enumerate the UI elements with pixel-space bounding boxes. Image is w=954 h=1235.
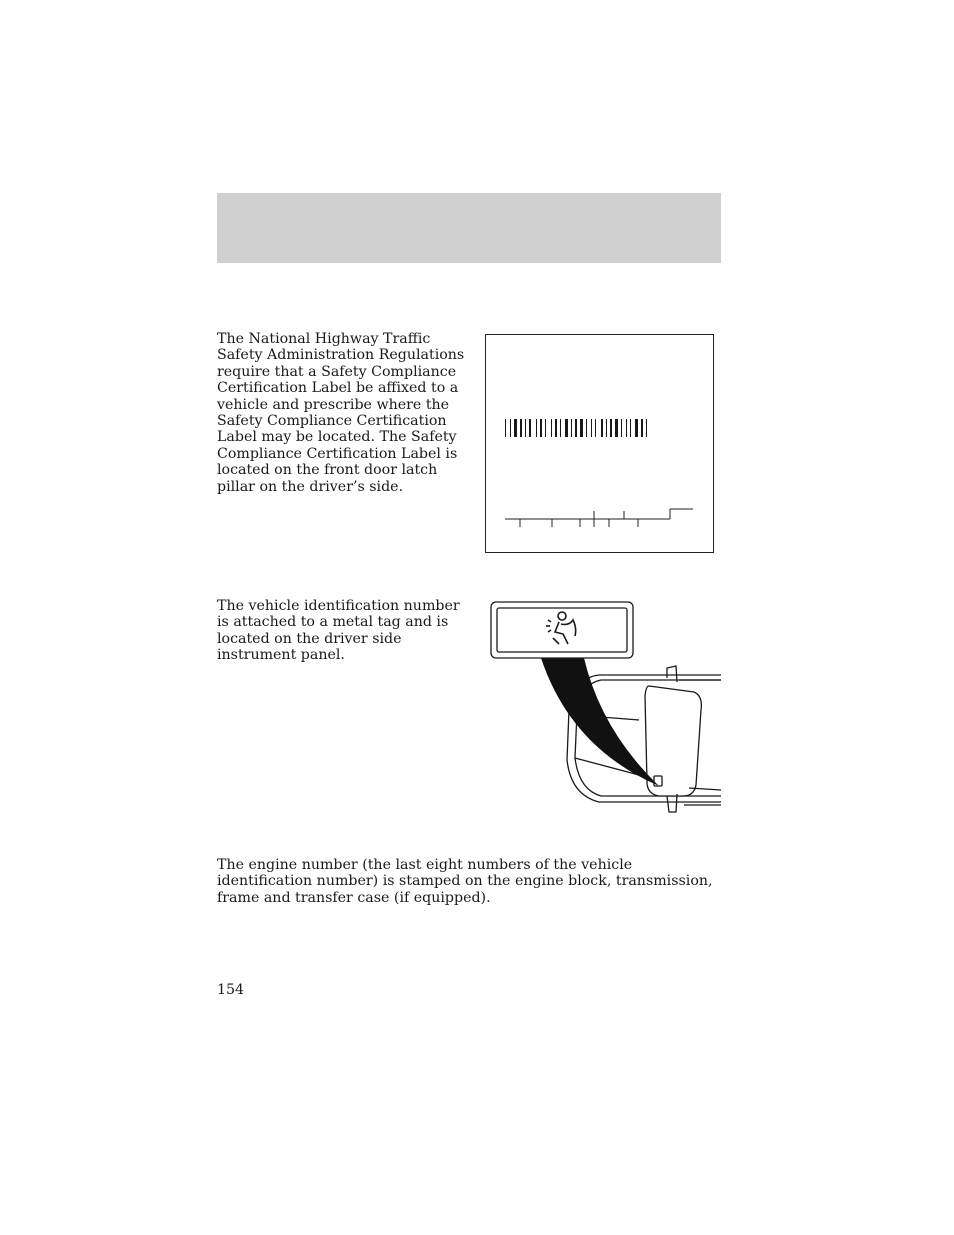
certification-label-paragraph: The National Highway Traffic Safety Administration Regulations require that a Safety Compliance Certification Label be affixed to a vehicle and prescribe where the Safety Compliance Certification Label may be located. The Safety Compliance Certification Label is located on the front door latch pillar on the driver’s side. bbox=[217, 331, 465, 495]
engine-number-paragraph: The engine number (the last eight numbers of the vehicle identification number) is stamped on the engine block, transmission, frame and transfer case (if equipped). bbox=[217, 857, 713, 906]
page-number: 154 bbox=[217, 982, 245, 998]
certification-label-illustration bbox=[485, 334, 714, 553]
vin-tag bbox=[491, 602, 633, 658]
section-header-band bbox=[217, 193, 721, 263]
vin-tag-illustration bbox=[489, 600, 721, 814]
pointer-wedge bbox=[541, 658, 659, 786]
vin-location-paragraph: The vehicle identification number is attached to a metal tag and is located on the driver side instrument panel. bbox=[217, 598, 460, 664]
